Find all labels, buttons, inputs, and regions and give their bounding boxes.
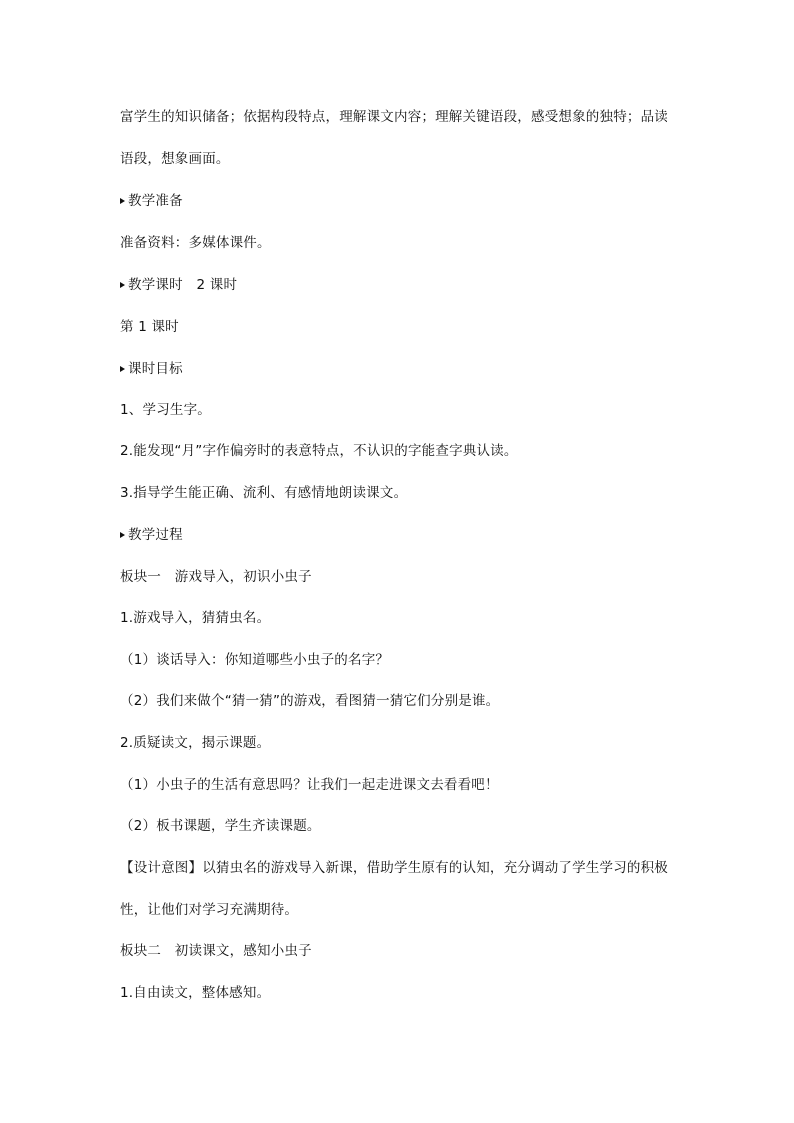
list-item: 2.能发现“月”字作偏旁时的表意特点，不认识的字能查字典认读。 [120, 443, 518, 459]
list-item: 1、学习生字。 [120, 402, 211, 418]
design-intent-line: 【设计意图】以猜虫名的游戏导入新课，借助学生原有的认知，充分调动了学生学习的积极 [120, 860, 668, 876]
bullet-triangle-icon [120, 532, 125, 538]
bullet-triangle-icon [120, 366, 125, 372]
paragraph-line: 准备资料：多媒体课件。 [120, 235, 271, 251]
list-item: 1.自由读文，整体感知。 [120, 985, 271, 1001]
list-item: （1）小虫子的生活有意思吗？让我们一起走进课文去看看吧！ [120, 777, 499, 793]
design-intent-line: 性，让他们对学习充满期待。 [120, 902, 299, 918]
paragraph-line: 富学生的知识储备；依据构段特点，理解课文内容；理解关键语段，感受想象的独特；品读 [120, 109, 668, 125]
section-heading-text: 教学课时 2 课时 [128, 277, 238, 293]
list-item: （1）谈话导入：你知道哪些小虫子的名字？ [120, 652, 390, 668]
paragraph-line: 语段，想象画面。 [120, 151, 230, 167]
section-heading-teaching-process [120, 525, 680, 545]
section-heading-teaching-prep [120, 191, 680, 211]
list-item: （2）板书课题，学生齐读课题。 [120, 818, 321, 834]
section-heading-class-hours [120, 275, 680, 295]
list-item: 3.指导学生能正确、流利、有感情地朗读课文。 [120, 485, 408, 501]
lesson-title: 第 1 课时 [120, 319, 179, 335]
bullet-triangle-icon [120, 198, 125, 204]
section-heading-text: 课时目标 [128, 361, 183, 377]
list-item: （2）我们来做个“猜一猜”的游戏，看图猜一猜它们分别是谁。 [120, 693, 500, 709]
block-heading: 板块一 游戏导入，初识小虫子 [120, 569, 312, 585]
list-item: 2.质疑读文，揭示课题。 [120, 735, 271, 751]
list-item: 1.游戏导入，猜猜虫名。 [120, 610, 271, 626]
section-heading-text: 教学过程 [128, 527, 183, 543]
section-heading-text: 教学准备 [128, 193, 183, 209]
bullet-triangle-icon [120, 282, 125, 288]
section-heading-lesson-goals [120, 359, 680, 379]
block-heading: 板块二 初读课文，感知小虫子 [120, 943, 312, 959]
